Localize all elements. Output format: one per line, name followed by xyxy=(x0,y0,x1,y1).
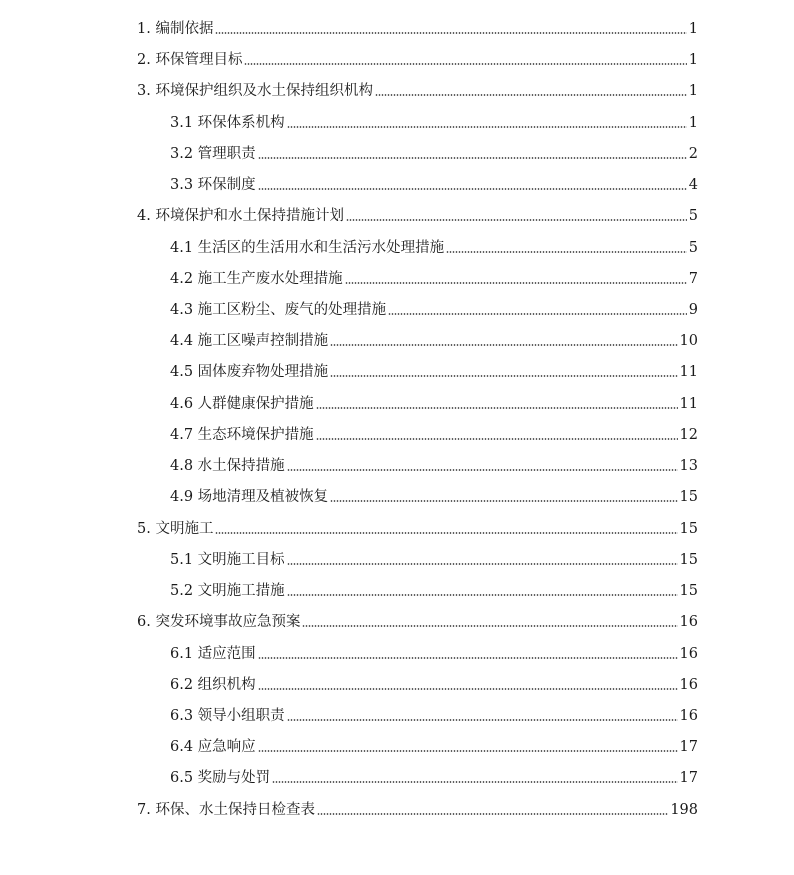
toc-page-number: 1 xyxy=(688,115,698,131)
toc-entry-title: 6.2 组织机构 xyxy=(170,677,256,693)
toc-entry-title: 5. 文明施工 xyxy=(137,521,214,537)
toc-entry-title: 4.9 场地清理及植被恢复 xyxy=(170,489,329,505)
toc-page-number: 15 xyxy=(679,489,698,505)
toc-page-number: 16 xyxy=(679,708,698,724)
toc-dot-leader xyxy=(316,438,678,440)
toc-dot-leader xyxy=(330,500,677,502)
toc-entry[interactable] xyxy=(170,643,698,663)
toc-page-number: 16 xyxy=(679,646,698,662)
toc-entry-title: 7. 环保、水土保持日检查表 xyxy=(137,802,315,818)
toc-entry-title: 6.1 适应范围 xyxy=(170,646,256,662)
toc-entry-title: 4.4 施工区噪声控制措施 xyxy=(170,333,329,349)
toc-entry[interactable] xyxy=(137,518,698,538)
toc-entry-title: 4.2 施工生产废水处理措施 xyxy=(170,271,343,287)
toc-page-number: 15 xyxy=(679,552,698,568)
toc-page-number: 198 xyxy=(670,802,698,818)
toc-entry[interactable] xyxy=(170,580,698,600)
toc-entry[interactable] xyxy=(137,611,698,631)
toc-dot-leader xyxy=(287,126,687,128)
toc-entry[interactable] xyxy=(137,80,698,100)
toc-entry[interactable] xyxy=(170,268,698,288)
toc-dot-leader xyxy=(330,375,677,377)
toc-dot-leader xyxy=(244,63,686,65)
toc-dot-leader xyxy=(258,688,678,690)
toc-page-number: 17 xyxy=(679,770,698,786)
toc-entry-title: 4.5 固体废弃物处理措施 xyxy=(170,364,329,380)
toc-page-number: 5 xyxy=(688,240,698,256)
toc-dot-leader xyxy=(375,94,687,96)
toc-entry[interactable] xyxy=(170,455,698,475)
toc-entry-title: 6.3 领导小组职责 xyxy=(170,708,285,724)
toc-page-number: 15 xyxy=(679,521,698,537)
toc-dot-leader xyxy=(287,469,678,471)
toc-dot-leader xyxy=(345,282,687,284)
toc-dot-leader xyxy=(215,532,677,534)
toc-entry[interactable] xyxy=(170,674,698,694)
toc-page-number: 11 xyxy=(679,364,698,380)
toc-page-number: 1 xyxy=(688,52,698,68)
toc-entry[interactable] xyxy=(170,705,698,725)
toc-entry[interactable] xyxy=(137,205,698,225)
toc-dot-leader xyxy=(272,781,677,783)
toc-entry[interactable] xyxy=(170,112,698,132)
toc-page-number: 5 xyxy=(688,208,698,224)
toc-page-number: 1 xyxy=(688,83,698,99)
toc-page-number: 10 xyxy=(679,333,698,349)
toc-dot-leader xyxy=(215,32,686,34)
toc-entry-title: 1. 编制依据 xyxy=(137,21,214,37)
toc-entry-title: 5.1 文明施工目标 xyxy=(170,552,285,568)
toc-dot-leader xyxy=(302,625,677,627)
toc-dot-leader xyxy=(258,157,687,159)
toc-dot-leader xyxy=(287,719,678,721)
toc-entry-title: 4.7 生态环境保护措施 xyxy=(170,427,314,443)
toc-entry[interactable] xyxy=(137,799,698,819)
toc-entry-title: 3.1 环保体系机构 xyxy=(170,115,285,131)
toc-page-number: 4 xyxy=(688,177,698,193)
toc-dot-leader xyxy=(316,407,678,409)
toc-entry-title: 4.8 水土保持措施 xyxy=(170,458,285,474)
toc-entry[interactable] xyxy=(170,143,698,163)
toc-dot-leader xyxy=(258,750,678,752)
toc-dot-leader xyxy=(446,251,687,253)
toc-entry[interactable] xyxy=(170,424,698,444)
toc-entry[interactable] xyxy=(137,49,698,69)
toc-entry-title: 6.5 奖励与处罚 xyxy=(170,770,271,786)
toc-page-number: 2 xyxy=(688,146,698,162)
toc-entry-title: 4. 环境保护和水土保持措施计划 xyxy=(137,208,344,224)
toc-dot-leader xyxy=(258,188,687,190)
toc-entry-title: 6. 突发环境事故应急预案 xyxy=(137,614,301,630)
toc-entry[interactable] xyxy=(170,330,698,350)
toc-entry-title: 4.1 生活区的生活用水和生活污水处理措施 xyxy=(170,240,445,256)
toc-dot-leader xyxy=(317,813,668,815)
toc-entry[interactable] xyxy=(170,486,698,506)
toc-entry[interactable] xyxy=(170,767,698,787)
toc-entry[interactable] xyxy=(170,237,698,257)
toc-page-number: 17 xyxy=(679,739,698,755)
toc-entry[interactable] xyxy=(170,393,698,413)
toc-dot-leader xyxy=(287,594,678,596)
toc-entry[interactable] xyxy=(137,18,698,38)
toc-page-number: 16 xyxy=(679,677,698,693)
toc-entry[interactable] xyxy=(170,736,698,756)
toc-page-number: 11 xyxy=(679,396,698,412)
toc-page-number: 12 xyxy=(679,427,698,443)
toc-entry-title: 6.4 应急响应 xyxy=(170,739,256,755)
toc-entry[interactable] xyxy=(170,299,698,319)
toc-entry-title: 5.2 文明施工措施 xyxy=(170,583,285,599)
toc-page-number: 7 xyxy=(688,271,698,287)
toc-entry-title: 3. 环境保护组织及水土保持组织机构 xyxy=(137,83,373,99)
toc-entry[interactable] xyxy=(170,174,698,194)
toc-entry-title: 4.3 施工区粉尘、废气的处理措施 xyxy=(170,302,387,318)
toc-entry-title: 3.3 环保制度 xyxy=(170,177,256,193)
toc-dot-leader xyxy=(388,313,687,315)
toc-page-number: 9 xyxy=(688,302,698,318)
toc-dot-leader xyxy=(346,219,687,221)
toc-dot-leader xyxy=(330,344,677,346)
toc-page-number: 16 xyxy=(679,614,698,630)
toc-entry-title: 3.2 管理职责 xyxy=(170,146,256,162)
toc-entry-title: 4.6 人群健康保护措施 xyxy=(170,396,314,412)
toc-page-number: 13 xyxy=(679,458,698,474)
toc-dot-leader xyxy=(287,563,678,565)
toc-entry[interactable] xyxy=(170,361,698,381)
toc-dot-leader xyxy=(258,657,678,659)
toc-entry[interactable] xyxy=(170,549,698,569)
toc-page-number: 15 xyxy=(679,583,698,599)
toc-page-number: 1 xyxy=(688,21,698,37)
toc-entry-title: 2. 环保管理目标 xyxy=(137,52,243,68)
